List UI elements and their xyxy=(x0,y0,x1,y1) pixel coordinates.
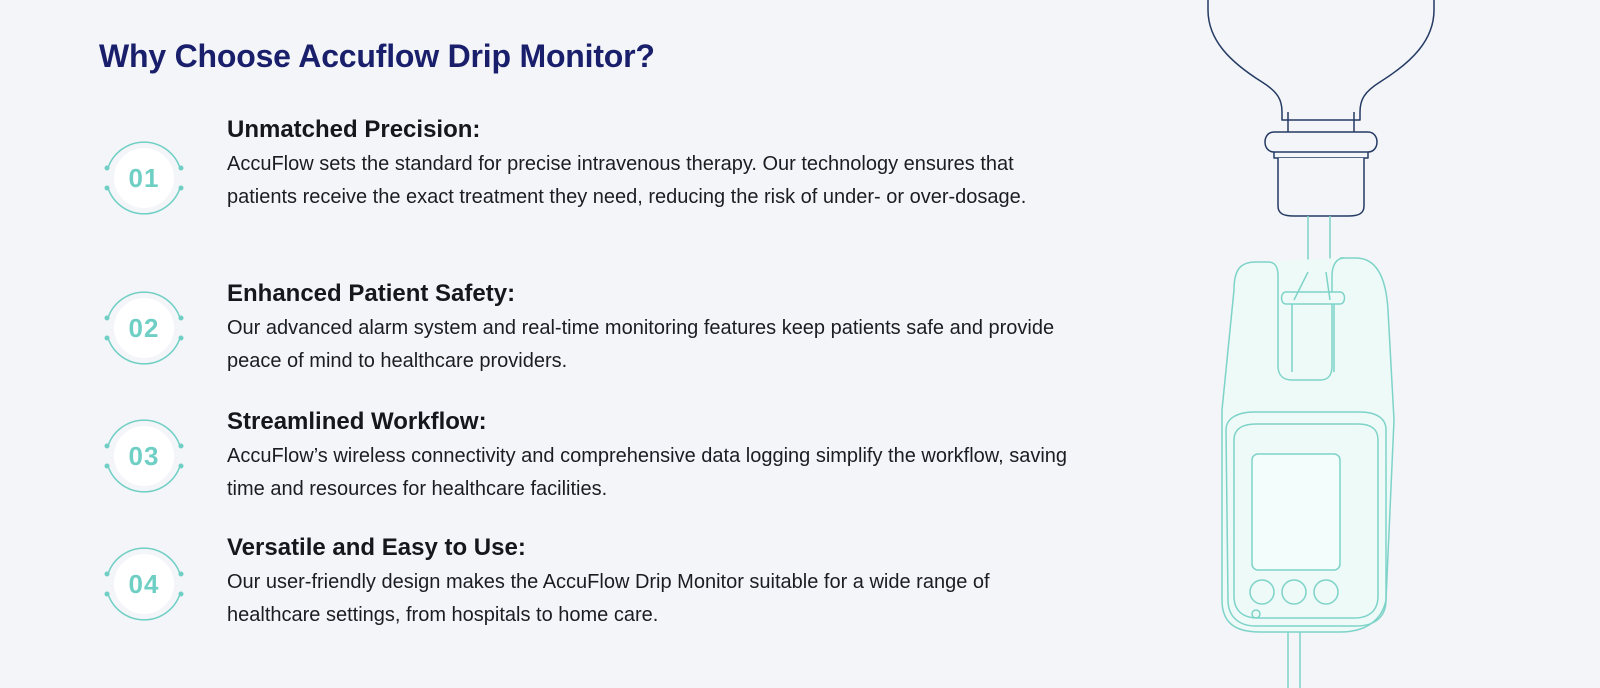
iv-bottle-icon xyxy=(1208,0,1434,216)
number-badge xyxy=(100,412,188,500)
feature-heading: Unmatched Precision: xyxy=(227,116,481,143)
feature-heading: Streamlined Workflow: xyxy=(227,408,487,435)
badge-number: 02 xyxy=(128,313,160,343)
feature-text xyxy=(227,114,1077,214)
number-badge xyxy=(100,540,188,628)
number-badge xyxy=(100,134,188,222)
feature-text xyxy=(227,278,1077,378)
section-title: Why Choose Accuflow Drip Monitor? xyxy=(99,38,655,74)
badge-number: 04 xyxy=(128,569,160,599)
feature-text xyxy=(227,532,1077,632)
feature-description: Our user-friendly design makes the AccuFlow Drip Monitor suitable for a wide range of healthcare settings, from hospitals to home care. xyxy=(227,571,990,626)
number-badge xyxy=(100,284,188,372)
badge-number: 01 xyxy=(128,163,160,193)
feature-text xyxy=(227,406,1077,506)
iv-drip-monitor-illustration xyxy=(1190,0,1490,688)
feature-description: AccuFlow’s wireless connectivity and comprehensive data logging simplify the workflow, saving time and resources for healthcare facilities. xyxy=(227,445,1068,500)
feature-heading: Enhanced Patient Safety: xyxy=(227,280,516,307)
feature-description: AccuFlow sets the standard for precise intravenous therapy. Our technology ensures that patients receive the exact treatment they need, reducing the risk of under- or over-dosage. xyxy=(227,153,1027,208)
feature-heading: Versatile and Easy to Use: xyxy=(227,534,526,561)
badge-number: 03 xyxy=(128,441,160,471)
drip-monitor-device-icon xyxy=(1222,258,1394,632)
feature-description: Our advanced alarm system and real-time monitoring features keep patients safe and provide peace of mind to healthcare providers. xyxy=(227,317,1055,372)
